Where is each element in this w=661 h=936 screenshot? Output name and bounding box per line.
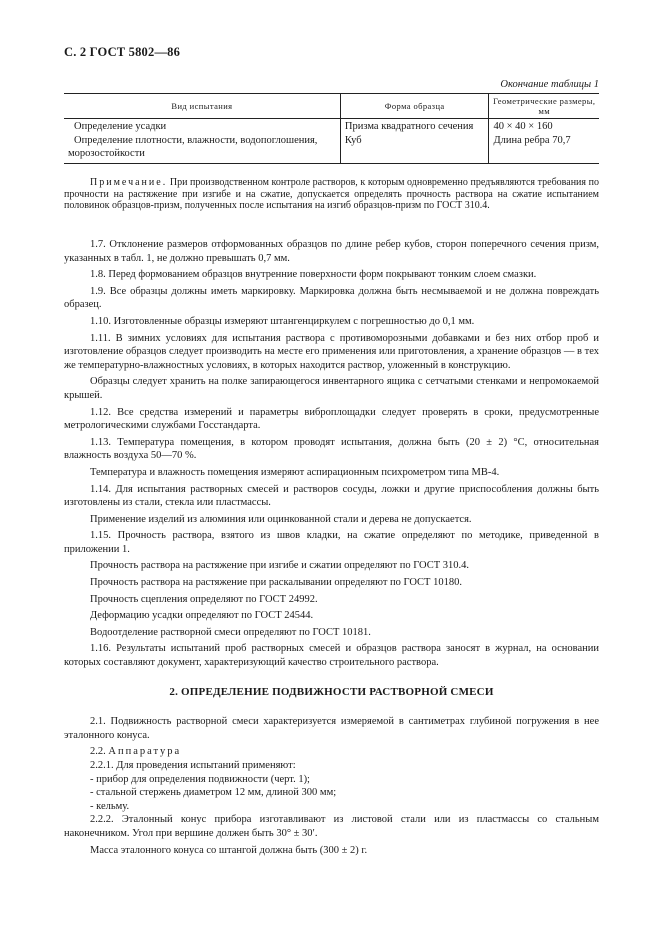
table-cell: Определение усадки — [74, 121, 167, 132]
column-header-dimensions: Геометрические размеры, мм — [489, 94, 599, 119]
specimen-table — [64, 93, 599, 164]
paragraph-1-13-measure: Температура и влажность помещения измеряют аспирационным психрометром типа МВ-4. — [90, 466, 500, 478]
table-note — [64, 177, 599, 212]
body-text — [64, 238, 599, 860]
paragraph-1-15-adhesion: Прочность сцепления определяют по ГОСТ 24992. — [90, 593, 318, 605]
paragraph-1-9: 1.9. Все образцы должны иметь маркировку. Маркировка должна быть несмываемой и не должна повреждать образец. — [64, 285, 599, 311]
paragraph-1-13: 1.13. Температура помещения, в котором проводят испытания, должна быть (20 ± 2) °С, относительная влажность воздуха 50—70 %. — [64, 436, 599, 462]
paragraph-1-7: 1.7. Отклонение размеров отформованных образцов по длине ребер кубов, сторон поперечного сечения призм, указанных в табл. 1, не должно превышать 0,7 мм. — [64, 239, 599, 264]
table-continuation-label: Окончание таблицы 1 — [500, 79, 599, 90]
table-header-row — [64, 94, 599, 119]
list-item: - прибор для определения подвижности (черт. 1); — [90, 773, 310, 785]
table-cell: Куб — [340, 133, 489, 164]
list-item: - стальной стержень диаметром 12 мм, длиной 300 мм; — [90, 787, 337, 799]
paragraph-2-2-1: 2.2.1. Для проведения испытаний применяют: — [90, 760, 296, 771]
column-header-specimen-shape: Форма образца — [340, 94, 489, 119]
paragraph-1-15-water-separation: Водоотделение растворной смеси определяют по ГОСТ 10181. — [90, 626, 371, 638]
paragraph-2-2-2: 2.2.2. Эталонный конус прибора изготавливают из листовой стали или из пластмассы со стальным наконечником. Угол при вершине должен быть 30° ± 30′. — [64, 814, 599, 839]
table-cell: Призма квадратного сечения — [340, 119, 489, 134]
section-2-title: 2. ОПРЕДЕЛЕНИЕ ПОДВИЖНОСТИ РАСТВОРНОЙ СМЕСИ — [169, 685, 494, 698]
paragraph-1-16: 1.16. Результаты испытаний проб растворных смесей и образцов раствора заносят в журнал, на основании которых составляют документ, характеризующий качество строительного раствора. — [64, 643, 599, 669]
table-cell: Длина ребра 70,7 — [489, 133, 599, 164]
table-row — [64, 119, 599, 134]
paragraph-1-8: 1.8. Перед формованием образцов внутренние поверхности форм покрывают тонким слоем смазки. — [90, 269, 537, 281]
table-cell: Определение плотности, влажности, водопоглошения, морозостойкости — [64, 133, 340, 164]
column-header-test-type: Вид испытания — [64, 94, 340, 119]
paragraph-1-10: 1.10. Изготовленные образцы измеряют штангенциркулем с погрешностью до 0,1 мм. — [90, 315, 475, 327]
note-label: Примечание. — [90, 177, 168, 188]
paragraph-cone-mass: Масса эталонного конуса со штангой должна быть (300 ± 2) г. — [90, 844, 368, 856]
paragraph-2-2-number: 2.2. — [90, 746, 106, 758]
paragraph-1-11: 1.11. В зимних условиях для испытания раствора с противоморозными добавками и без них отбор проб и изготовление образцов следует производить на месте его применения или приготовления, а хранение образцов — в тех же температурно-влажностных условиях, в которых находится раствор, уложенный в конструкцию. — [64, 332, 599, 371]
paragraph-2-2 — [64, 745, 599, 759]
paragraph-2-1: 2.1. Подвижность растворной смеси характеризуется измеряемой в сантиметрах глубиной погружения в нее эталонного конуса. — [64, 716, 599, 741]
list-item: - кельму. — [90, 800, 130, 812]
table-row — [64, 133, 599, 164]
note-text: При производственном контроле растворов, к которым одновременно предъявляются требования по прочности на растяжение при изгибе и на сжатие, допускается определять прочность раствора на сжатие испытанием половинок образцов-призм, полученных после испытания на изгиб образцов-призм по ГОСТ 310.4. — [64, 177, 599, 211]
paragraph-1-15: 1.15. Прочность раствора, взятого из швов кладки, на сжатие определяют по методике, приведенной в приложении 1. — [64, 530, 599, 555]
paragraph-1-15-shrinkage: Деформацию усадки определяют по ГОСТ 24544. — [90, 610, 314, 622]
paragraph-1-14-restriction: Применение изделий из алюминия или оцинкованной стали и дерева не допускается. — [90, 513, 472, 525]
page-header: С. 2 ГОСТ 5802—86 — [64, 45, 181, 59]
paragraph-1-15-bending: Прочность раствора на растяжение при изгибе и сжатии определяют по ГОСТ 310.4. — [90, 560, 470, 572]
paragraph-1-15-splitting: Прочность раствора на растяжение при раскалывании определяют по ГОСТ 10180. — [90, 577, 462, 589]
paragraph-2-2-label: Аппаратура — [108, 746, 182, 758]
paragraph-1-11-storage: Образцы следует хранить на полке запирающегося инвентарного ящика с сетчатыми стенками и непромокаемой крышей. — [64, 376, 599, 401]
paragraph-1-12: 1.12. Все средства измерений и параметры виброплощадки следует проверять в сроки, предусмотренные метрологическими службами Госстандарта. — [64, 406, 599, 432]
paragraph-1-14: 1.14. Для испытания растворных смесей и растворов сосуды, ложки и другие приспособления должны быть изготовлены из стали, стекла или пластмассы. — [64, 483, 599, 509]
table-cell: 40 × 40 × 160 — [489, 119, 599, 134]
